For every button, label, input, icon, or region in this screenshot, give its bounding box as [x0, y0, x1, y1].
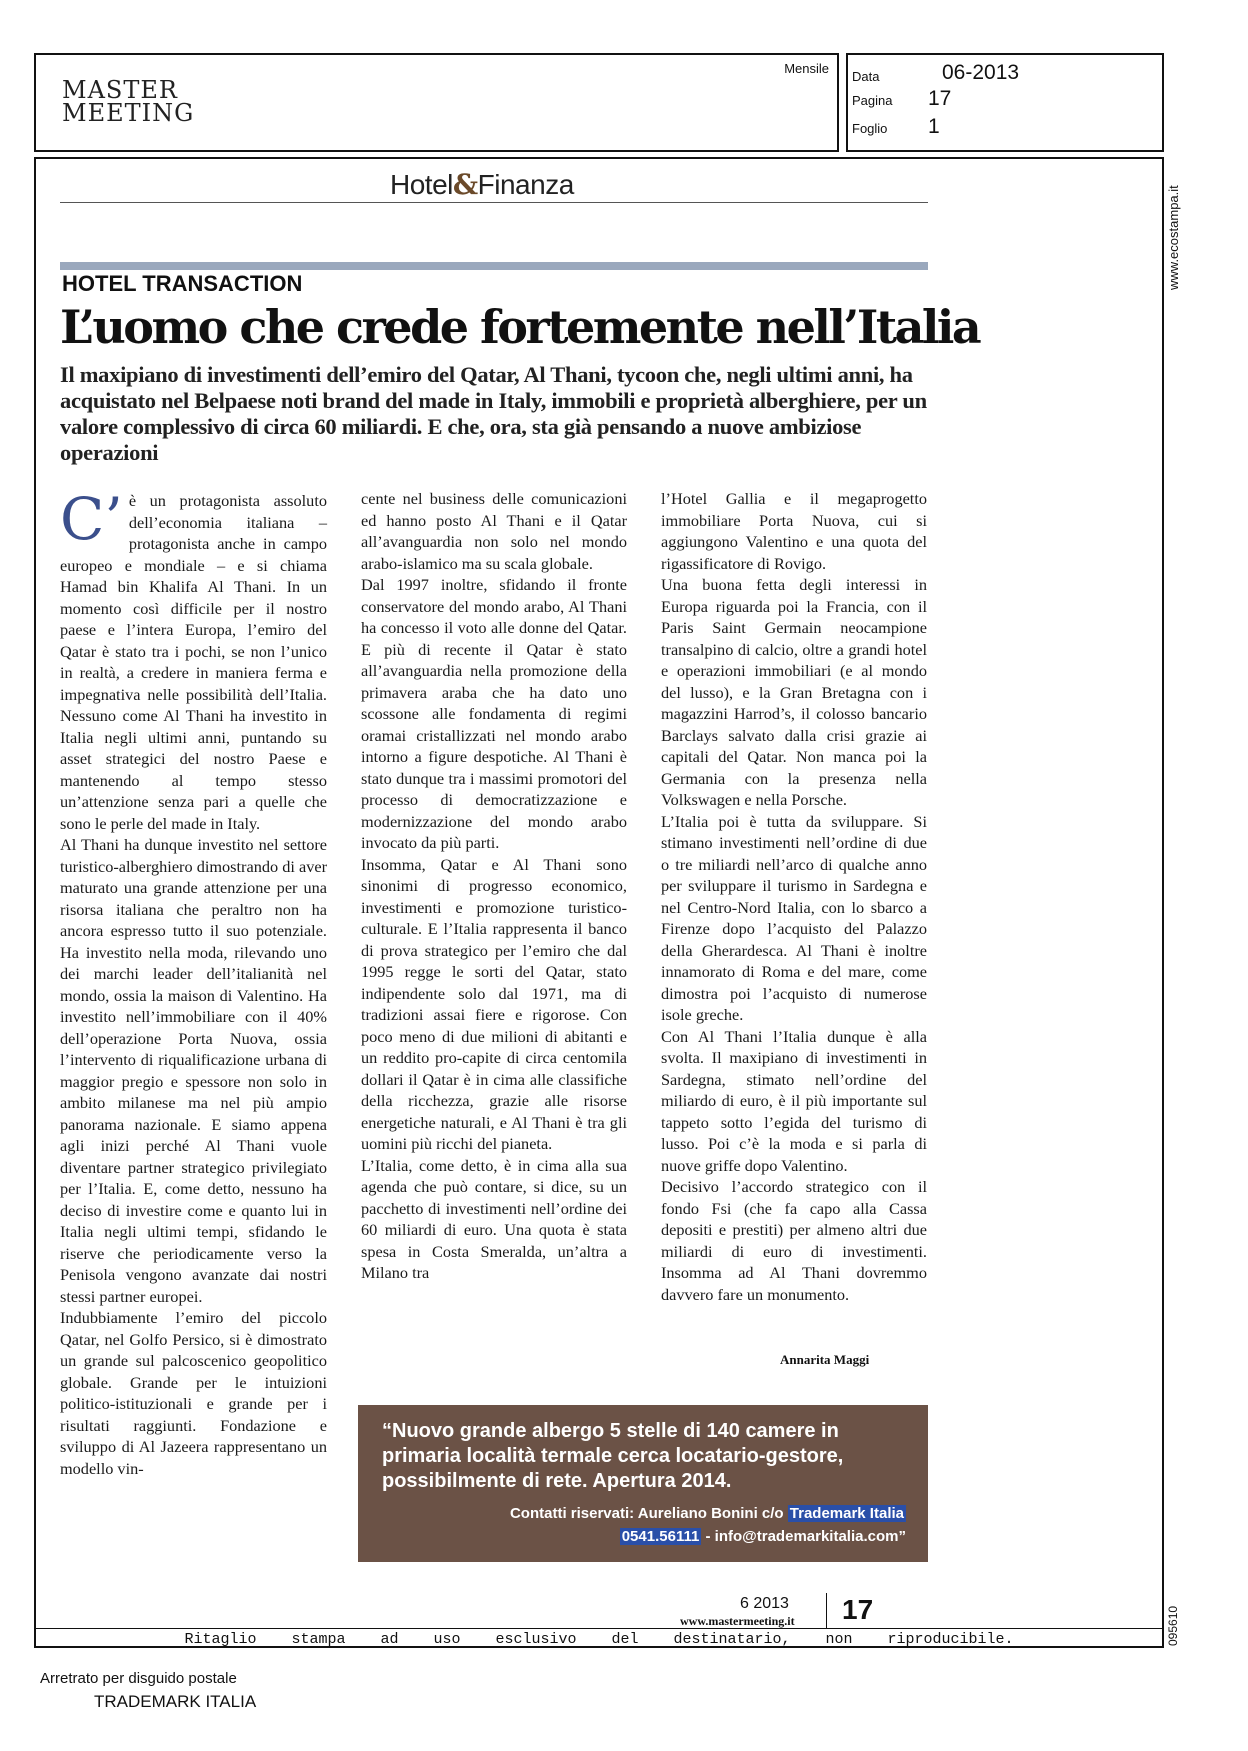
header-left-box [34, 53, 839, 152]
paragraph: Una buona fetta degli interessi in Europa riguarda poi la Francia, con il Paris Saint Germain neocampione transalpino di calcio, oltre a grandi hotel e operazioni immobiliari (e al mondo del lusso), e la Gran Bretagna con i magazzini Harrod’s, il colosso bancario Barclays salvato dalla crisi grazie ai capitali del Qatar. Non manca poi la Germania con la presenza nella Volkswagen e nella Porsche. [661, 575, 927, 809]
ad-email: - info@trademarkitalia.com” [705, 1528, 906, 1545]
logo-line-2: MEETING [62, 99, 195, 127]
magazine-masthead [390, 168, 574, 201]
section-label: HOTEL TRANSACTION [62, 271, 303, 296]
article-byline: Annarita Maggi [780, 1352, 870, 1367]
pagina-value: 17 [928, 87, 952, 110]
periodicity-label: Mensile [784, 61, 829, 76]
masthead-rule [60, 202, 928, 203]
ad-company-highlight: Trademark Italia [789, 1505, 904, 1522]
paragraph: è un protagonista assoluto dell’economia italiana – protagonista anche in campo europeo e mondiale – e si chiama Hamad bin Khalifa Al Thani. In un momento così difficile per il nostro paese e l’intera Europa, l’emiro del Qatar è stato tra i pochi, se non l’unico in realtà, a credere in maniera ferma e impegnativa nelle possibilità dell’Italia. Nessuno come Al Thani ha investito in Italia negli ultimi anni, puntando su asset strategici del nostro Paese e mantenendo al tempo stesso un’attenzione senza pari a quelle che sono le perle del made in Italy. [60, 491, 327, 833]
ad-contact [510, 1502, 906, 1548]
paragraph: L’Italia, come detto, è in cima alla sua agenda che può contare, si dice, su un pacchetto di investimenti nell’ordine dei 60 miliardi di euro. Una quota è stata spesa in Costa Smeralda, un’altra a Milano tra [361, 1155, 627, 1282]
data-label: Data [852, 69, 880, 84]
paragraph: Indubbiamente l’emiro del piccolo Qatar, nel Golfo Persico, si è dimostrato un grande sul palcoscenico geopolitico globale. Grande per le intuizioni politico-istituzionali e grande per i risultati raggiunti. Fondazione e sviluppo di Al Jazeera rappresentano un modello vin- [60, 1308, 327, 1478]
header-meta-box [846, 53, 1164, 152]
article-headline: L’uomo che crede fortemente nell’Italia [60, 300, 980, 354]
paragraph: Al Thani ha dunque investito nel settore turistico-alberghiero dimostrando di aver maturato una grande attenzione per una risorsa italiana che peraltro non ha ancora espresso tutto il suo potenziale. Ha investito nella moda, rilevando uno dei marchi leader dell’italianità nel mondo, ossia la maison di Valentino. Ha investito nell’immobiliare con il 40% dell’operazione Porta Nuova, ossia l’intervento di riqualificazione urbana di maggior pregio e spessore non solo in ambito milanese ma nel più ampio panorama nazionale. E siamo appena agli inizi perché Al Thani vuole diventare partner strategico privilegiato per l’Italia. E, come detto, nessuno ha deciso di investire come e quanto lui in Italia negli ultimi tempi, sfidando le riserve che periodicamente verso la Penisola vengono avanzate dai nostri stessi partner europei. [60, 835, 327, 1306]
footer-page-number: 17 [842, 1594, 874, 1625]
masthead-left: Hotel [390, 169, 453, 200]
footer-issue: 6 2013 [740, 1595, 789, 1612]
foglio-label: Foglio [852, 121, 888, 136]
article-column-1 [60, 485, 327, 1479]
article-column-2 [361, 488, 627, 1284]
publication-logo [62, 76, 195, 127]
postal-note: Arretrato per disguido postale [40, 1670, 237, 1687]
ad-phone-highlight: 0541.56111 [621, 1528, 700, 1545]
disclaimer-divider [34, 1628, 1164, 1629]
logo-line-1: MASTER [62, 76, 178, 104]
advertisement-box [358, 1405, 928, 1562]
drop-cap: C’ [60, 485, 123, 553]
side-code: 095610 [1166, 1605, 1180, 1646]
paragraph: Dal 1997 inoltre, sfidando il fronte conservatore del mondo arabo, Al Thani ha concesso il voto alle donne del Qatar. E più di recente il Qatar è stato all’avanguardia nella promozione della primavera araba che ha dato uno scossone alle fondamenta di regimi oramai cristallizzati nel mondo arabo intorno a figure despotiche. Al Thani è stato dunque tra i massimi promotori del processo di democratizzazione e modernizzazione del mondo arabo invocato da più parti. [361, 575, 627, 852]
masthead-ampersand: & [452, 168, 478, 201]
section-band [60, 262, 928, 270]
recipient-name: TRADEMARK ITALIA [94, 1692, 257, 1711]
paragraph: l’Hotel Gallia e il megaprogetto immobiliare Porta Nuova, cui si aggiungono Valentino e una quota del rigassificatore di Rovigo. [661, 489, 927, 573]
article-standfirst: Il maxipiano di investimenti dell’emiro del Qatar, Al Thani, tycoon che, negli ultimi anni, ha acquistato nel Belpaese noti brand del made in Italy, immobili e proprietà alberghiere, per un valore complessivo di circa 60 miliardi. E che, ora, sta già pensando a nuove ambiziose operazioni [60, 362, 927, 465]
paragraph: Decisivo l’accordo strategico con il fondo Fsi (che fa capo alla Cassa depositi e prestiti) per almeno altri due miliardi di euro di investimenti. Insomma ad Al Thani dovremmo davvero fare un monumento. [661, 1177, 927, 1304]
disclaimer-text: Ritaglio stampa ad uso esclusivo del destinatario, non riproducibile. [184, 1631, 1014, 1648]
ad-contact-prefix: Contatti riservati: Aureliano Bonini c/o [509, 1505, 784, 1522]
foglio-value: 1 [928, 115, 940, 138]
footer-divider [826, 1593, 827, 1629]
masthead-right: Finanza [477, 169, 574, 200]
paragraph: Con Al Thani l’Italia dunque è alla svolta. Il maxipiano di investimenti in Sardegna, stimato nell’ordine del miliardo di euro, è il più importante sul tappeto sotto l’egida del turismo di lusso. Poi c’è la moda e si parla di nuove griffe dopo Valentino. [661, 1026, 927, 1175]
pagina-label: Pagina [852, 93, 893, 108]
paragraph: Insomma, Qatar e Al Thani sono sinonimi di progresso economico, investimenti e promozione turistico-culturale. E l’Italia rappresenta il banco di prova strategico per l’emiro che dal 1995 regge le sorti del Qatar, stato indipendente solo dal 1971, ma di tradizioni assai fiere e rigorose. Con poco meno di due milioni di abitanti e un reddito pro-capite di circa centomila dollari il Qatar è in cima alle classifiche della ricchezza, grazie alle risorse energetiche naturali, e Al Thani è tra gli uomini più ricchi del pianeta. [361, 854, 627, 1153]
data-value: 06-2013 [942, 61, 1020, 84]
paragraph: cente nel business delle comunicazioni ed hanno posto Al Thani e il Qatar all’avanguardia non solo nel mondo arabo-islamico ma su scala globale. [361, 489, 627, 573]
ad-quote: “Nuovo grande albergo 5 stelle di 140 camere in primaria località termale cerca locatario-gestore, possibilmente di rete. Apertura 2014. [382, 1420, 844, 1492]
footer-site: www.mastermeeting.it [680, 1614, 795, 1628]
paragraph: L’Italia poi è tutta da sviluppare. Si stimano investimenti nell’ordine di due o tre miliardi nell’arco di qualche anno per sviluppare il turismo in Sardegna e nel Centro-Nord Italia, con lo sbarco a Firenze dopo l’acquisto del Palazzo della Gherardesca. Al Thani è inoltre innamorato di Roma e del mare, come dimostra poi l’acquisto di numerose isole greche. [661, 811, 927, 1024]
side-url: www.ecostampa.it [1166, 185, 1181, 290]
article-column-3 [661, 488, 927, 1305]
